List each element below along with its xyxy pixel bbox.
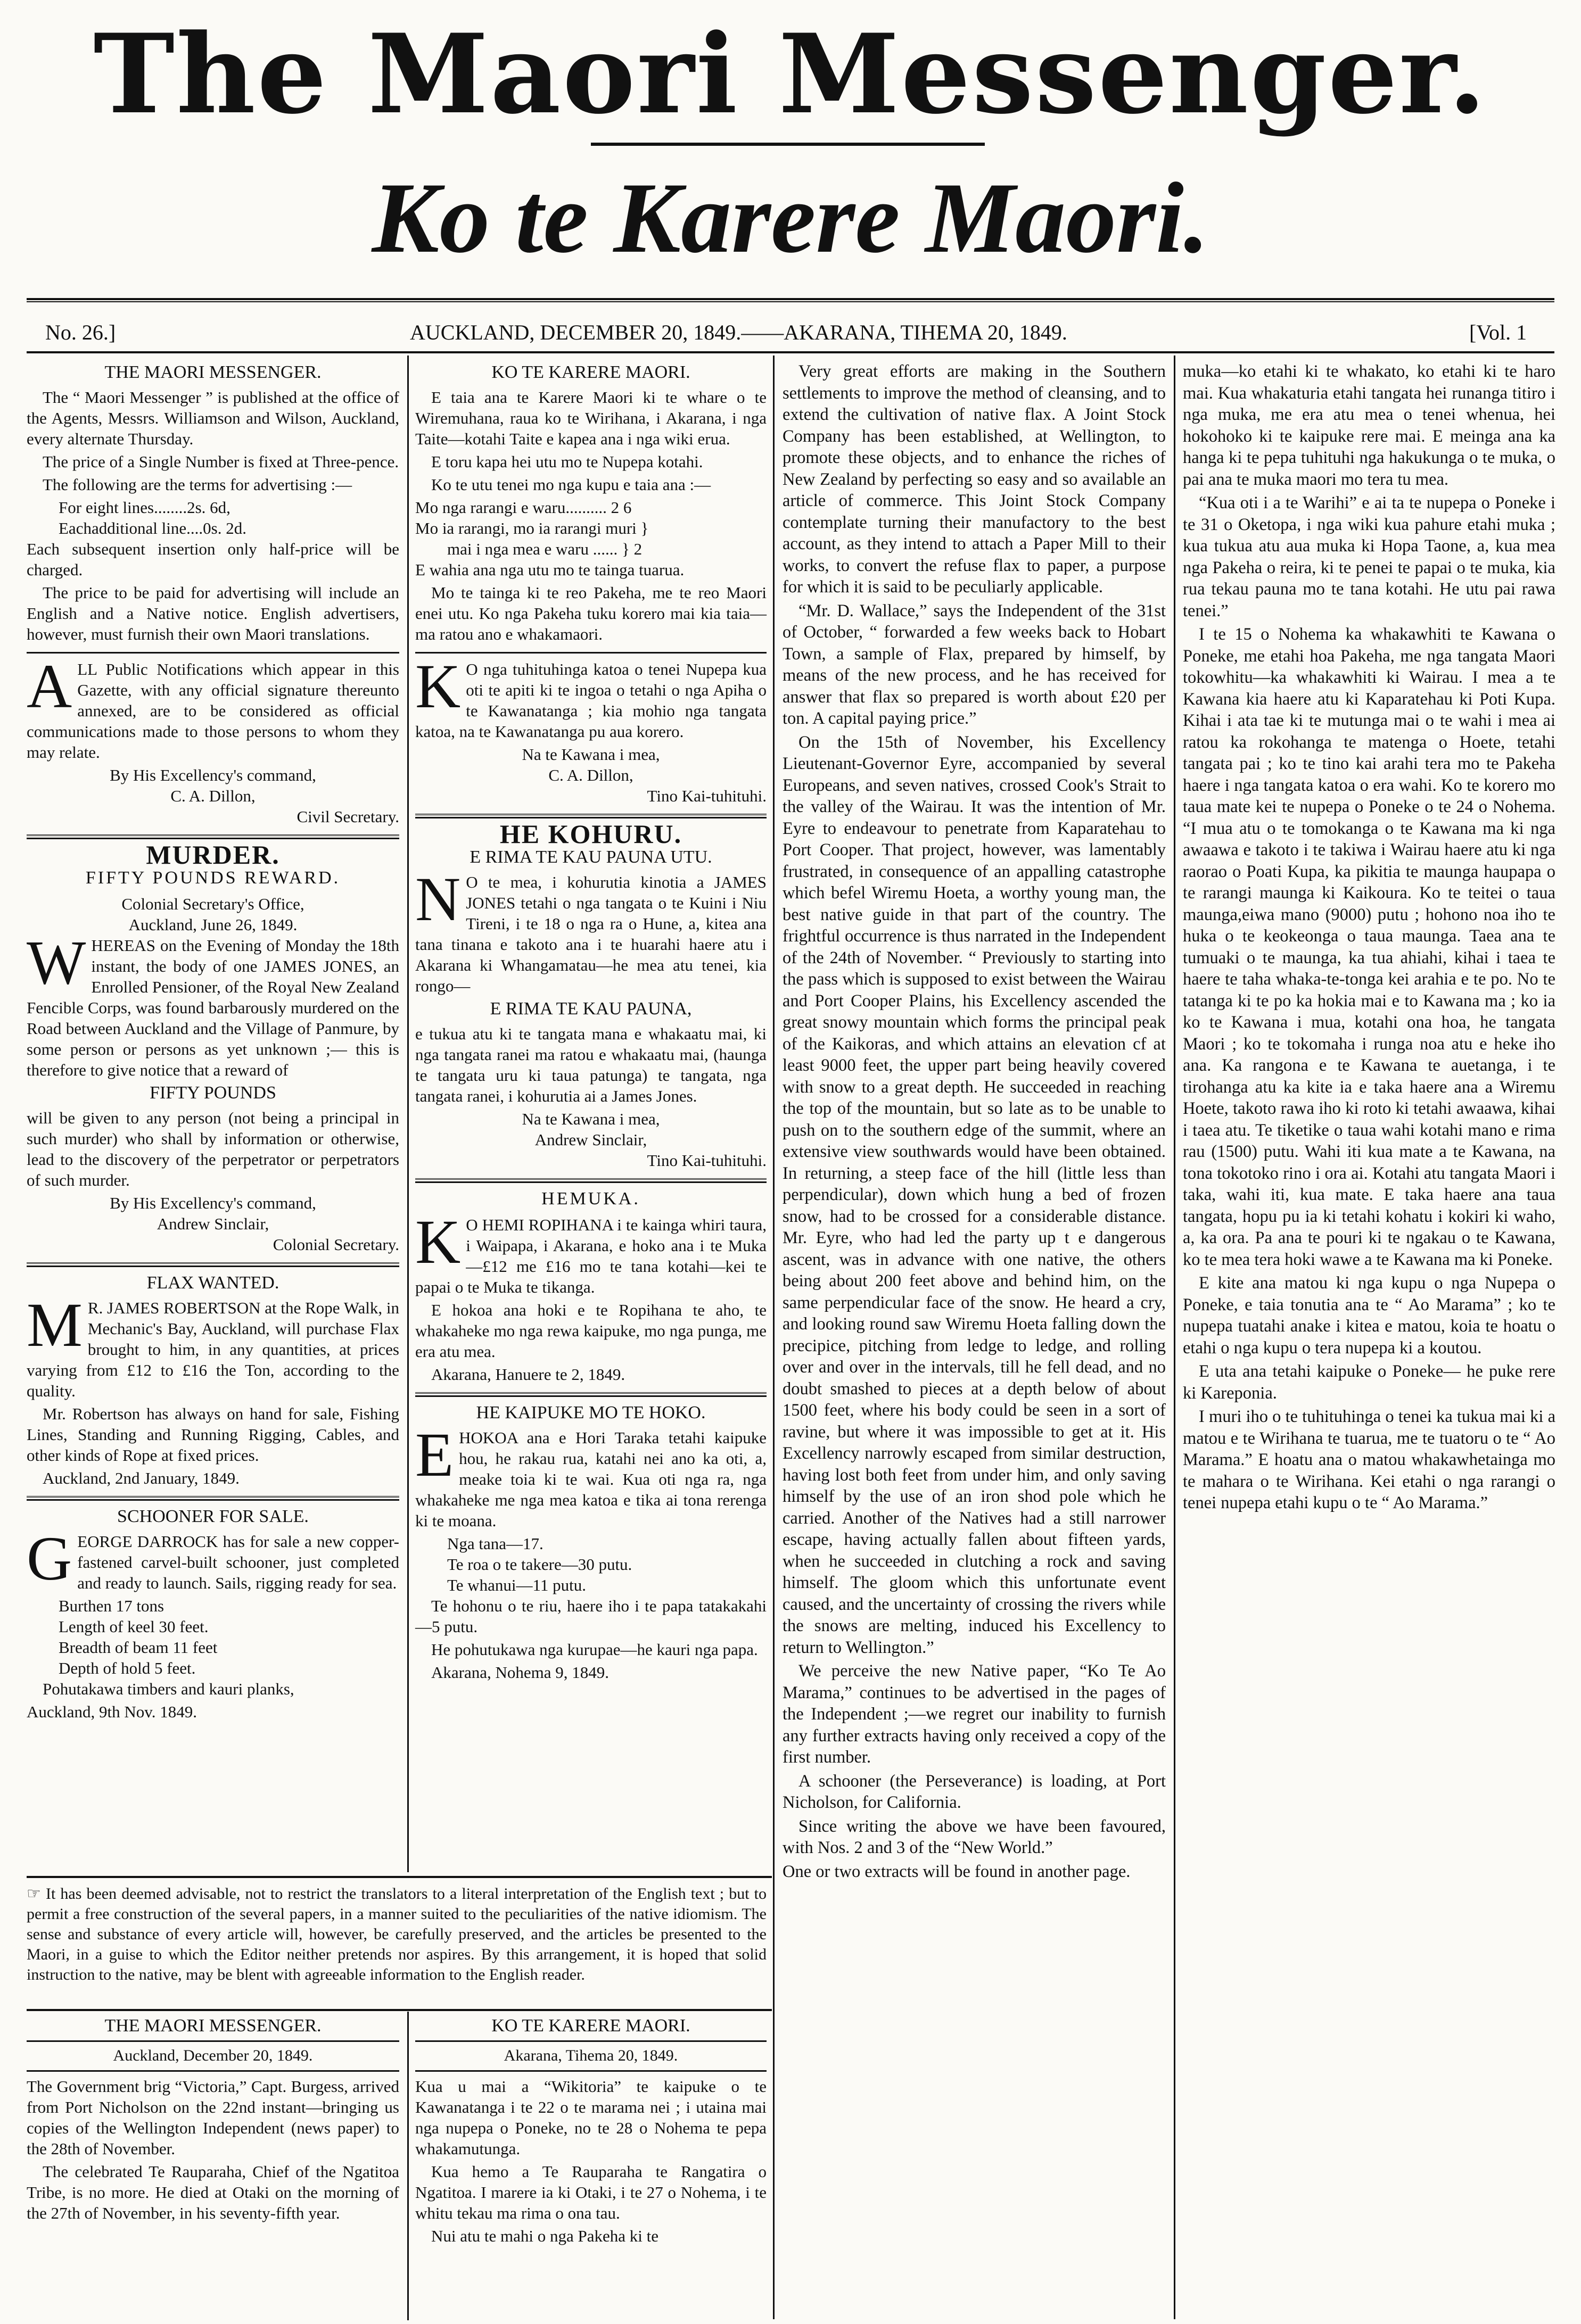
office-line: Colonial Secretary's Office, [121,895,304,913]
bottom-english [27,2014,399,2226]
flax-heading: FLAX WANTED. [146,1273,279,1293]
col2-notice: O nga tuhituhinga katoa o tenei Nupepa kua oti te apiti ki te ingoa o tetahi o nga Apiha o te Kawanatanga ; kia mohio nga tangata katoa, na te Kawanatanga pu aua korero. [415,660,767,741]
bottom-maori [415,2014,767,2248]
signature-role: Civil Secretary. [297,807,399,826]
col2-rate: Mo nga rarangi e waru.......... 2 6 [415,498,632,517]
bottom-heading: THE MAORI MESSENGER. [104,2016,322,2036]
signature-role: Colonial Secretary. [273,1235,399,1254]
drop-cap: N [415,864,461,934]
top-rule-2 [27,301,1554,302]
flax-text: Auckland, 2nd January, 1849. [43,1469,240,1487]
col2-rate: mai i nga mea e waru ...... } 2 [447,540,643,558]
news-para: Very great efforts are making in the Southern settlements to improve the method of cleansing, and to extend the cultivation of native flax. A Joint Stock Company has been established, at Wellington, to promote these objects, and to enhance the riches of New Zealand by perfecting so easy and so available an article of commerce. This Joint Stock Company contemplate turning their manufactory to the best account, as they intend to attach a Paper Mill to their works, to convert the refuse flax to paper, a purpose for which it is said to be peculiarly applicable. [783,362,1166,597]
kaipuke-text: HOKOA ana e Hori Taraka tetahi kaipuke hou, he rakau rua, katahi nei ano ka oti, a, meake toia ki te wai. Kua oti nga ra, nga whakaheke me nga mea katoa e tika ai tona rerenga ki te moana. [415,1428,767,1530]
signature-line: By His Excellency's command, [110,1194,316,1212]
news-para: Since writing the above we have been favoured, with Nos. 2 and 3 of the “New World.” [783,1816,1166,1857]
signature-line: Na te Kawana i mea, [522,1110,660,1128]
hemuka-text: Akarana, Hanuere te 2, 1849. [431,1365,625,1384]
signature-role: Tino Kai-tuhituhi. [647,787,767,805]
section-rule [27,834,399,839]
signature-name: C. A. Dillon, [170,787,256,805]
drop-cap: K [415,1207,461,1277]
news-para: A schooner (the Perseverance) is loading, at Port Nicholson, for California. [783,1771,1166,1812]
drop-cap: M [27,1290,83,1360]
kohuru-text: O te mea, i kohurutia kinotia a JAMES JONES tetahi o nga tangata o te Kuini i Niu Tireni, i te 18 o nga ra o Hune, a, kitea ana tana tinana e takoto ana i te huarahi haere atu i Akarana ki Whangamatau—he mea atu tenei, kia rongo— [415,873,767,995]
dateline-rule [27,351,1554,353]
kohuru-reward: E RIMA TE KAU PAUNA, [490,999,692,1019]
signature-name: C. A. Dillon, [548,766,633,784]
bottom-para: Nui atu te mahi o nga Pakeha ki te [431,2227,658,2245]
column-maori [415,361,767,1685]
top-rule [27,298,1554,300]
hemuka-text: O HEMI ROPIHANA i te kainga whiri taura, i Waipapa, i Akarana, e hoko ana i te Muka—£12 me £16 mo te tana kotahi—kei te papai o te Muka te tikanga. [415,1215,767,1296]
issue-date: AUCKLAND, DECEMBER 20, 1849.——AKARANA, TIHEMA 20, 1849. [410,320,1067,344]
news-para: E uta ana tetahi kaipuke o Poneke— he puke rere ki Kareponia. [1183,1362,1555,1403]
murder-heading: MURDER. [146,840,280,870]
column-english [27,361,399,1724]
kaipuke-spec: Nga tana—17. [447,1534,544,1553]
col1-para: The following are the terms for advertising :— [43,475,352,494]
news-para: “Mr. D. Wallace,” says the Independent of the 31st of October, “ forwarded a few weeks back to Hobart Town, a sample of Flax, prepared by himself, by means of the new process, and he has received for answer that flax so prepared is worth about £20 per ton. A capital paying price.” [783,601,1166,728]
news-para: muka—ko etahi ki te whakato, ko etahi ki te haro mai. Kua whakaturia etahi tangata hei runanga titiro i nga muka, me era atu mea o tenei whenua, hei hokohoko ki te kaipuke rere mai. E meinga ana ka hanga ki te pepa tuhituhi nga hakukunga o te muka, o pai ana te muka maori mo tera tu mea. [1183,362,1555,489]
issue-number: No. 26.] [45,320,116,344]
news-para: I muri iho o te tuhituhinga o tenei ka tukua mai ki a matou e te Wirihana te tuarua, me te tuatoru o te “ Ao Marama.” E hoatu ana o matou whakawhetainga mo te mahara o te Wirihana. Kei etahi o nga rarangi o tenei nupepa etahi kupu o te “ Ao Marama.” [1183,1407,1555,1512]
office-date: Auckland, June 26, 1849. [128,915,298,934]
col2-para: E taia ana te Karere Maori ki te whare o te Wiremuhana, raua ko te Wirihana, i Akarana, i nga Taite—kotahi Taite e kapea ana i nga wiki erua. [415,388,767,448]
note-rule-bottom [27,2009,772,2011]
kaipuke-text: Akarana, Nohema 9, 1849. [431,1663,610,1682]
signature-name: Andrew Sinclair, [534,1130,647,1149]
col2-rate: Mo ia rarangi, mo ia rarangi muri } [415,519,649,537]
section-rule [415,1178,767,1183]
section-rule [415,2070,767,2072]
signature-line: By His Excellency's command, [110,766,316,784]
news-para: We perceive the new Native paper, “Ko Te Ao Marama,” continues to be advertised in the pages of the Independent ;—we regret our inability to furnish any further extracts having only received a copy of the first number. [783,1661,1166,1767]
column-rule-3 [1174,355,1175,2319]
drop-cap: A [27,651,72,721]
schooner-text: Auckland, 9th Nov. 1849. [27,1702,197,1721]
col2-para: E toru kapa hei utu mo te Nupepa kotahi. [431,452,703,471]
col1-rate: Eachadditional line....0s. 2d. [59,519,246,537]
section-rule [27,2040,399,2042]
news-para: One or two extracts will be found in another page. [783,1862,1131,1881]
kaipuke-spec: Te hohonu o te riu, haere iho i te papa tatakakahi—5 putu. [415,1597,767,1636]
flax-text: R. JAMES ROBERTSON at the Rope Walk, in Mechanic's Bay, Auckland, will purchase Flax brought to him, in any quantities, at prices varying from £12 to £16 the Ton, according to the quality. [27,1299,399,1400]
masthead-rule [591,143,985,146]
schooner-heading: SCHOONER FOR SALE. [117,1507,309,1526]
bottom-heading: KO TE KARERE MAORI. [491,2016,690,2036]
masthead-title: The Maori Messenger. [93,11,1488,138]
news-para: On the 15th of November, his Excellency Lieutenant-Governor Eyre, accompanied by several Europeans, and seven natives, crossed Cook's Strait to the valley of the Wairau. It was the intention of Mr. Eyre to endeavour to penetrate from Kaparatehau to Port Cooper. That project, however, was lamentably frustrated, in consequence of an appalling catastrophe which befel Wiremu Hoeta, a worthy young man, the best native guide in that part of the country. The frightful occurrence is thus narrated in the Independent of the 24th of November. “ Previously to starting into the pass which is supposed to exist between the Wairau and Port Cooper Plains, his Excellency ascended the great snowy mountain which forms the principal peak of the Kaikoras, and which attains an elevation cf at least 9000 feet, the upper part being heavily covered with snow to a great depth. He succeeded in reaching the top of the mountain, but so late as to be unable to push on to the southern edge of the summit, where an extensive view southwards would have been obtained. In returning, a steep face of the hill (little less than perpendicular), down which hung a bed of frozen snow, had to be crossed for a considerable distance. Mr. Eyre, who had led the party up t e dangerous ascent, was in advance with one native, the others being about 200 feet above and behind him, on the same perpendicular face of the snow. He heard a cry, and looking round saw Wiremu Hoeta falling down the precipice, pitching from ledge to ledge, and rolling over and over in the intervals, till he fell dead, and no doubt smashed to pieces at a depth below of about 1500 feet, where his body could be seen in a sort of ravine, but where it was impossible to get at it. His Excellency narrowly escaped from similar destruction, having lost both feet from under him, and only saving himself by the use of an iron shod pole which he carried. Another of the Natives had a still narrower escape, having actually fallen about fifteen yards, when he succeeded in clutching a rock and saving himself. The gloom which this unfortunate event caused, and the uncertainty of crossing the rivers while the snows are melting, induced his Excellency to return to Wellington.” [783,732,1166,1657]
section-rule [415,1392,767,1397]
murder-text: will be given to any person (not being a principal in such murder) who shall by information or otherwise, lead to the discovery of the perpetrator or perpetrators of such murder. [27,1109,399,1189]
bottom-date: Akarana, Tihema 20, 1849. [504,2047,678,2064]
masthead-subtitle: Ko te Karere Maori. [372,162,1209,274]
kaipuke-text: He pohutukawa nga kurupae—he kauri nga papa. [431,1640,758,1659]
schooner-spec: Breadth of beam 11 feet [59,1638,218,1657]
note-rule [27,1876,772,1878]
kohuru-subheading: E RIMA TE KAU PAUNA UTU. [470,847,712,867]
section-rule [27,1262,399,1267]
murder-text: HEREAS on the Evening of Monday the 18th instant, the body of one JAMES JONES, an Enrolled Pensioner, of the Royal New Zealand Fencible Corps, was found barbarously murdered on the Road between Auckland and the Village of Panmure, by some person or persons as yet unknown ;— this is therefore to give notice that a reward of [27,936,399,1079]
kaipuke-spec: Te whanui—11 putu. [447,1576,587,1594]
issue-volume: [Vol. 1 [1469,320,1527,344]
col2-para: Mo te tainga ki te reo Pakeha, me te reo Maori enei utu. Ko nga Pakeha tuku korero mai kia taia—ma ratou ano e whakamaori. [415,583,767,643]
section-rule [415,652,767,654]
drop-cap: W [27,928,86,997]
drop-cap: K [415,651,461,721]
bottom-para: Kua hemo a Te Rauparaha te Rangatira o Ngatitoa. I marere ia ki Otaki, i te 27 o Nohema, i te whitu tekau ma rima o ona tau. [415,2162,767,2222]
schooner-spec: Burthen 17 tons [59,1597,164,1615]
reward-heading: FIFTY POUNDS REWARD. [85,868,341,888]
col2-heading: KO TE KARERE MAORI. [491,362,690,382]
reward-amount: FIFTY POUNDS [150,1083,276,1103]
section-rule [415,2040,767,2042]
editorial-note: ☞ It has been deemed advisable, not to restrict the translators to a literal interpretation of the English text ; but to permit a free construction of the several papers, in a manner suited to the peculiarities of the native idiomism. The sense and substance of every article will, however, be carefully preserved, and the articles be presented to the Maori, in a guise to which the Editor neither pretends nor aspires. By this arrangement, it is hoped that solid instruction to the native, may be blent with agreeable information to the English reader. [27,1885,767,1983]
schooner-text: Pohutakawa timbers and kauri planks, [43,1680,294,1698]
bottom-para: The celebrated Te Rauparaha, Chief of the Ngatitoa Tribe, is no more. He died at Otaki on the morning of the 27th of November, in his seventy-fifth year. [27,2162,399,2222]
bottom-date: Auckland, December 20, 1849. [113,2047,313,2064]
schooner-spec: Length of keel 30 feet. [59,1617,209,1636]
col1-notice: LL Public Notifications which appear in this Gazette, with any official signature thereunto annexed, are to be considered as official communications made to those persons to whom they may relate. [27,660,399,762]
section-rule [415,814,767,818]
drop-cap: G [27,1524,72,1593]
hemuka-text: E hokoa ana hoki e te Ropihana te aho, te whakaheke mo nga rewa kaipuke, mo nga punga, me era atu mea. [415,1301,767,1361]
col1-rate: For eight lines........2s. 6d, [59,498,230,517]
col1-para: The price of a Single Number is fixed at Three-pence. [43,452,399,471]
column-rule-2 [773,355,775,2319]
kohuru-text: e tukua atu ki te tangata mana e whakaatu mai, ki nga tangata ranei ma ratou e whakaatu mai, (haunga te tangata uru ki taua patunga) te tangata, nga tangata ranei, i kohurutia ai a James Jones. [415,1024,767,1105]
column-rule-1 [407,355,409,1872]
section-rule [27,2070,399,2072]
signature-name: Andrew Sinclair, [157,1214,269,1233]
col1-para: Each subsequent insertion only half-price will be charged. [27,540,399,579]
hemuka-heading: HEMUKA. [541,1189,640,1209]
bottom-para: Kua u mai a “Wikitoria” te kaipuke o te Kawanatanga i te 22 o te marama nei ; i utaina mai nga nupepa o Poneke, no te 28 o Nohema te pepa whakamutunga. [415,2077,767,2158]
news-para: “Kua oti i a te Warihi” e ai ta te nupepa o Poneke i te 31 o Oketopa, i nga wiki kua pahure etahi muka ; kua tukua atu aua muka ki Hopa Taone, a, kua mea nga Pakeha o reira, ki te penei te papai o te muka, kia rua tekau pauna mo te tana kotahi. He utu pai rawa tenei.” [1183,493,1555,621]
news-para: E kite ana matou ki nga kupu o nga Nupepa o Poneke, e taia tonutia ana te “ Ao Marama” ; ko te nupepa tuatahi anake i kitea e matou, koia te hoatu o etahi o nga kupu o tera nupepa ki a koutou. [1183,1273,1555,1358]
flax-text: Mr. Robertson has always on hand for sale, Fishing Lines, Standing and Running Rigging, Cables, and other kinds of Rope at fixed prices. [27,1404,399,1465]
drop-cap: E [415,1420,454,1490]
section-rule [27,1496,399,1501]
schooner-text: EORGE DARROCK has for sale a new copper-fastened carvel-built schooner, just completed and ready to launch. Sails, rigging ready for sea. [77,1532,399,1592]
column-news-maori [1183,361,1555,1516]
signature-line: Na te Kawana i mea, [522,745,660,764]
column-rule-1b [407,2012,409,2320]
section-rule [27,652,399,654]
kaipuke-spec: Te roa o te takere—30 putu. [447,1555,632,1574]
col2-para: Ko te utu tenei mo nga kupu e taia ana :— [431,475,711,494]
schooner-spec: Depth of hold 5 feet. [59,1659,196,1677]
signature-role: Tino Kai-tuhituhi. [647,1151,767,1170]
col1-heading: THE MAORI MESSENGER. [104,362,322,382]
col2-para: E wahia ana nga utu mo te tainga tuarua. [415,560,685,579]
col1-para: The price to be paid for advertising will include an English and a Native notice. English advertisers, however, must furnish their own Maori translations. [27,583,399,643]
kohuru-heading: HE KOHURU. [499,819,682,849]
news-para: I te 15 o Nohema ka whakawhiti te Kawana o Poneke, me etahi hoa Pakeha, me nga tangata Maori tokowhitu—ka whakawhiti ki Wairau. I mea a te Kawana kia haere atu ki Kaparatehau ki Poti Kupa. Kihai i ata tae ki te mutunga mai o te wahi i mea ai ratou ka rokohanga te matenga o Hoete, tetahi tangata pai ; ko te tino kai arahi tera mo te Pakeha haere i nga tangata katoa o era wahi. Ko te korero mo taua mate kei te nupepa o Poneke o te 24 o Nohema. “I mua atu o te tomokanga o te Kawana ma ki nga awaawa e takoto i te takiwa i Wairau haere atu ki nga raorao o Poati Kupa, ka pikitia te maunga haupapa o te rarangi maunga ki Kaikoura. Ko te teitei o taua maunga,eiwa mano (9000) putu ; hohono noa iho te huka o te keokeonga o taua maunga. Taea ana te tumuaki o te maunga, ka tua ahiahi, kihai i taea te haere te taha whaka-te-tonga kei arahia e te po. No te tatanga ki te po ka hokia mai e to Kawana ma ; ko ia ko te Kawana i mua, kotahi ona hoa, he tangata Maori ; ko te tokomaha i runga noa atu e heke iho ana. Ka rangona e te Kawana te auetanga, i te tirohanga atu ka kite ia e taka haere ana a Wiremu Hoete, takoto rawa iho ki roto ki tetahi awaawa, kihai i taea atu. Te tiketike o taua wahi kotahi mano e rima rau (1500) putu. Wahi iti kua mate a te Kawana, na tona tokotoko rino i ora ai. Kotahi atu tangata Maori i taka, wahi iti, kua mate. E taka haere ana taua tangata, hopu pu ia ki tetahi kohatu i kokiri ki waho, a, ka ora. Pa ana te pouri ki te ngakau o te Kawana, ko te mea tera hoki wawe a te Kawana ma ki Poneke. [1183,625,1555,1269]
column-news-english [783,361,1166,1884]
bottom-para: The Government brig “Victoria,” Capt. Burgess, arrived from Port Nicholson on the 22nd instant—bringing us copies of the Wellington Independent (news paper) to the 28th of November. [27,2077,399,2158]
col1-para: The “ Maori Messenger ” is published at the office of the Agents, Messrs. Williamson and Wilson, Auckland, every alternate Thursday. [27,388,399,448]
kaipuke-heading: HE KAIPUKE MO TE HOKO. [476,1403,706,1422]
